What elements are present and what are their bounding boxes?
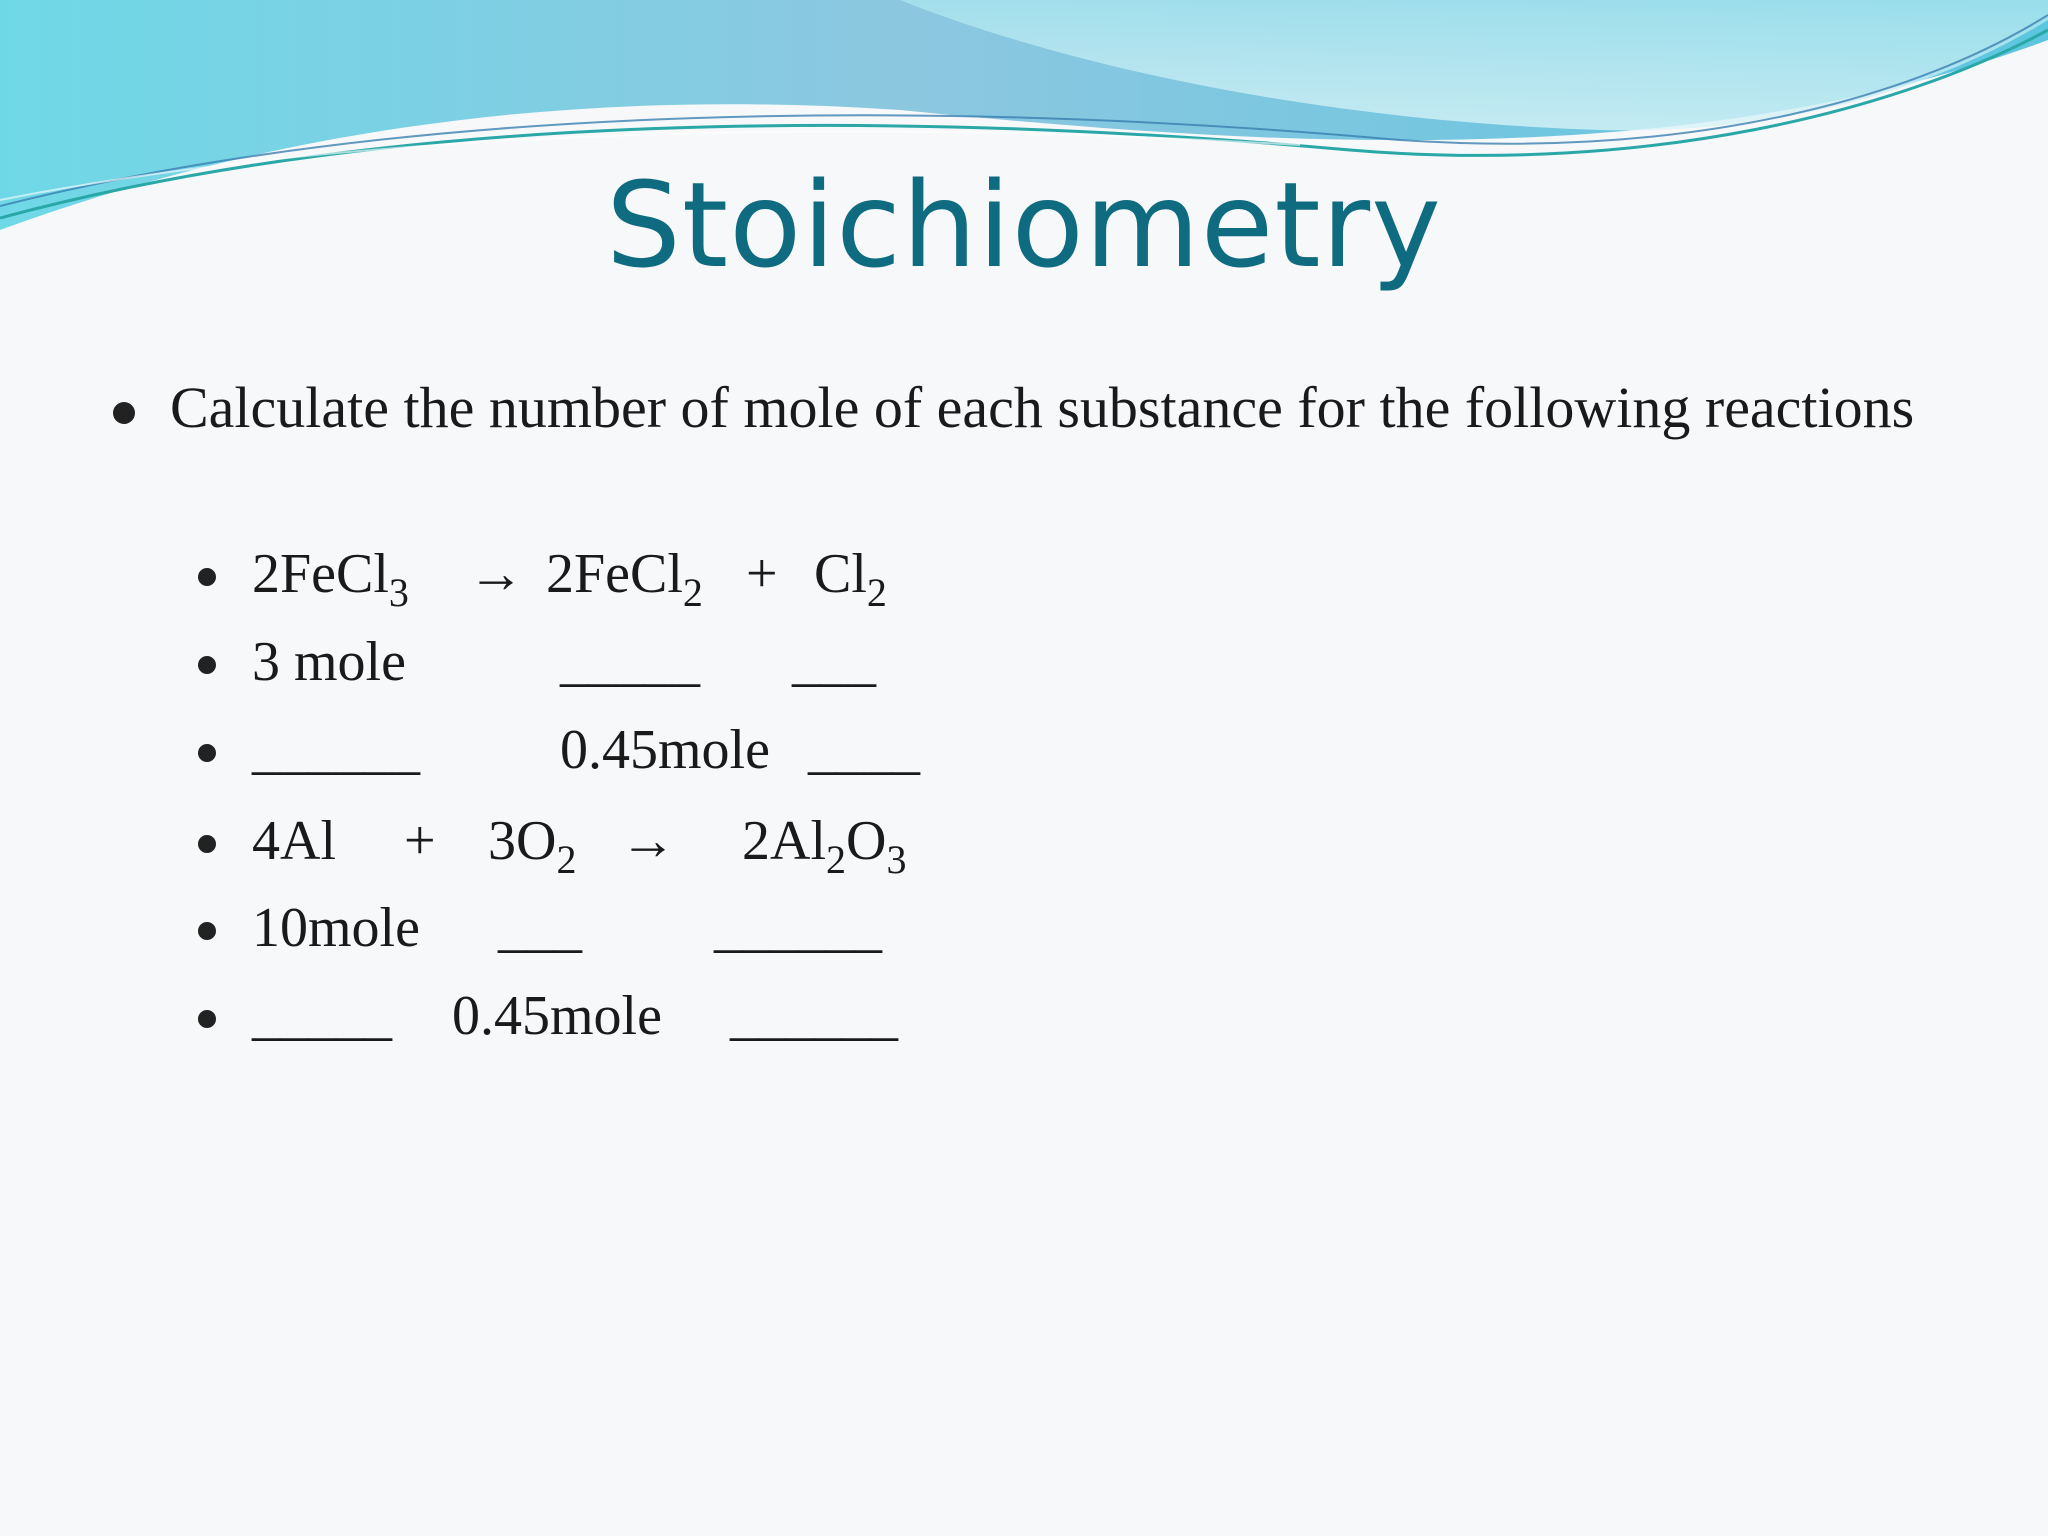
row-value: 10mole xyxy=(252,897,420,959)
answer-blank: _____ xyxy=(560,631,700,693)
formula-cl2: $Cl_2$ xyxy=(814,543,887,615)
bullet-dot xyxy=(198,922,216,940)
answer-blank: ______ xyxy=(714,897,882,959)
bullet-dot xyxy=(198,568,216,586)
reaction-equation-2 xyxy=(198,804,1498,882)
row-value: 3 mole xyxy=(252,631,406,693)
reaction-row xyxy=(198,979,1498,1053)
bullet-dot xyxy=(198,744,216,762)
reaction-row xyxy=(198,891,1498,965)
answer-blank: ___ xyxy=(792,631,876,693)
arrow-symbol: → xyxy=(468,543,524,605)
formula-fecl3: 2FeCl$_3$ xyxy=(252,543,409,615)
answer-blank: ______ xyxy=(252,719,420,781)
slide-title: Stoichiometry xyxy=(606,156,1442,294)
reaction-equation-1 xyxy=(198,537,1498,615)
plus-symbol: + xyxy=(404,810,436,872)
answer-blank: ____ xyxy=(808,719,920,781)
bullet-dot xyxy=(113,402,135,424)
bullet-dot xyxy=(198,1010,216,1028)
bullet-dot xyxy=(198,656,216,674)
bullet-text: Calculate the number of mole of each substance for the following reactions xyxy=(170,375,1915,440)
answer-blank: ______ xyxy=(730,985,898,1047)
answer-blank: _____ xyxy=(252,985,392,1047)
plus-symbol: + xyxy=(746,543,778,605)
row-value: 0.45mole xyxy=(560,719,770,781)
answer-blank: ___ xyxy=(498,897,582,959)
formula-o2: $3O_2$ xyxy=(488,810,577,882)
formula-al2o3: $2Al_2O_3$ xyxy=(742,810,907,882)
row-value: 0.45mole xyxy=(452,985,662,1047)
arrow-symbol: → xyxy=(620,810,676,872)
bullet-dot xyxy=(198,835,216,853)
reaction-row xyxy=(198,625,1498,699)
formula-fecl2: 2FeCl$_2$ xyxy=(546,543,703,615)
formula-al: 4Al xyxy=(252,810,336,872)
reaction-row xyxy=(198,713,1498,787)
